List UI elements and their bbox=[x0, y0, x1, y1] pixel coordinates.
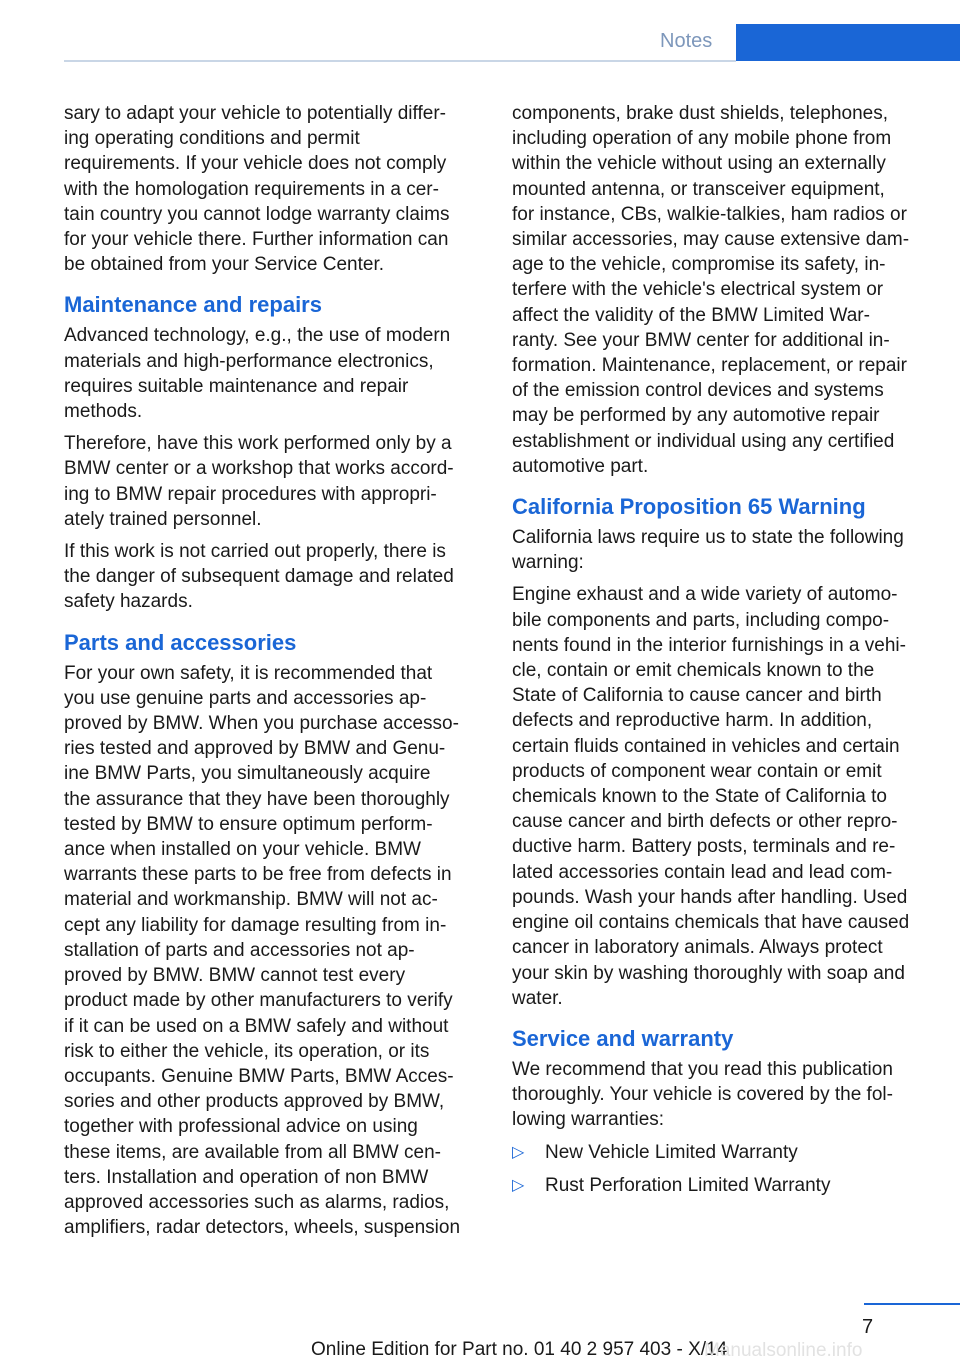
right-column bbox=[512, 101, 932, 1206]
intro-paragraph: sary to adapt your vehicle to potentially differ- ing operating conditions and permit requirements. If your vehicle does not comply with the homologation requirements in a cer- tain country you cannot lodge warranty claims for your vehicle there. Further information can be obtained from your Service Center. bbox=[64, 103, 450, 276]
warranty-item-label: New Vehicle Limited Warranty bbox=[545, 1141, 798, 1163]
service-paragraph: We recommend that you read this publication thoroughly. Your vehicle is covered by the fol- lowing warranties: bbox=[512, 1058, 893, 1131]
maintenance-paragraph-2: Therefore, have this work performed only by a BMW center or a workshop that works accord- ing to BMW repair procedures with appropri- ately trained personnel. bbox=[64, 433, 454, 530]
edition-footer: Online Edition for Part no. 01 40 2 957 403 - X/14 bbox=[311, 1339, 728, 1360]
maintenance-paragraph-3: If this work is not carried out properly, there is the danger of subsequent damage and related safety hazards. bbox=[64, 541, 454, 613]
service-heading: Service and warranty bbox=[512, 1025, 734, 1051]
parts-heading: Parts and accessories bbox=[64, 629, 297, 655]
header-accent-bar bbox=[736, 24, 960, 61]
triangle-bullet-icon: ▷ bbox=[512, 1143, 525, 1161]
maintenance-heading: Maintenance and repairs bbox=[64, 292, 322, 318]
page-number: 7 bbox=[862, 1316, 874, 1338]
continuation-paragraph: components, brake dust shields, telephones, including operation of any mobile phone from within the vehicle without using an externally mounted antenna, or transceiver equipment, for instance, CBs, walkie-talkies, ham radios or similar accessories, may cause extensive dam- age to the vehicle, compromise its safety, in- terfere with the vehicle's electrical system or affect the validity of the BMW Limited War- ranty. See your BMW center for additional in- formation. Maintenance, replacement, or repair of the emission control devices and systems may be performed by any automotive repair establishment or individual using any certified automotive part. bbox=[512, 103, 910, 477]
california-paragraph-2: Engine exhaust and a wide variety of automo- bile components and parts, including compo- nents found in the interior furnishings in a vehi- cle, contain or emit chemicals known to the State of California to cause cancer and birth defects and reproductive harm. In addition, certain fluids contained in vehicles and certain products of component wear contain or emit chemicals known to the State of California to cause cancer and birth defects or other repro- ductive harm. Battery posts, terminals and re- lated accessories contain lead and lead com- pounds. Wash your hands after handling. Used engine oil contains chemicals that have caused cancer in laboratory animals. Always protect your skin by washing thoroughly with soap and water. bbox=[512, 584, 910, 1009]
watermark: Manualsonline.info bbox=[704, 1340, 863, 1361]
triangle-bullet-icon: ▷ bbox=[512, 1176, 525, 1194]
warranty-list bbox=[512, 1140, 932, 1198]
california-paragraph-1: California laws require us to state the following warning: bbox=[512, 527, 904, 574]
maintenance-paragraph-1: Advanced technology, e.g., the use of modern materials and high-performance electronics, requires suitable maintenance and repair methods. bbox=[64, 325, 451, 423]
footer-rule bbox=[864, 1303, 960, 1305]
list-item bbox=[512, 1173, 932, 1198]
warranty-item-label: Rust Perforation Limited Warranty bbox=[545, 1174, 831, 1196]
list-item bbox=[512, 1140, 932, 1165]
parts-paragraph: For your own safety, it is recommended that you use genuine parts and accessories ap- proved by BMW. When you purchase accesso- ries tested and approved by BMW and Genu- ine BMW Parts, you simultaneously acquire the assurance that they have been thoroughly tested by BMW to ensure optimum perform- ance when installed on your vehicle. BMW warrants these parts to be free from defects in material and workmanship. BMW will not ac- cept any liability for damage resulting from in- stallation of parts and accessories not ap- proved by BMW. BMW cannot test every product made by other manufacturers to verify if it can be used on a BMW safely and without risk to either the vehicle, its operation, or its occupants. Genuine BMW Parts, BMW Acces- sories and other products approved by BMW, together with professional advice on using these items, are available from all BMW cen- ters. Installation and operation of non BMW approved accessories such as alarms, radios, amplifiers, radar detectors, wheels, suspension bbox=[64, 662, 461, 1239]
header-rule bbox=[64, 60, 736, 62]
california-heading: California Proposition 65 Warning bbox=[512, 494, 866, 520]
page-section-title: Notes bbox=[660, 30, 713, 52]
left-column bbox=[64, 101, 484, 1247]
